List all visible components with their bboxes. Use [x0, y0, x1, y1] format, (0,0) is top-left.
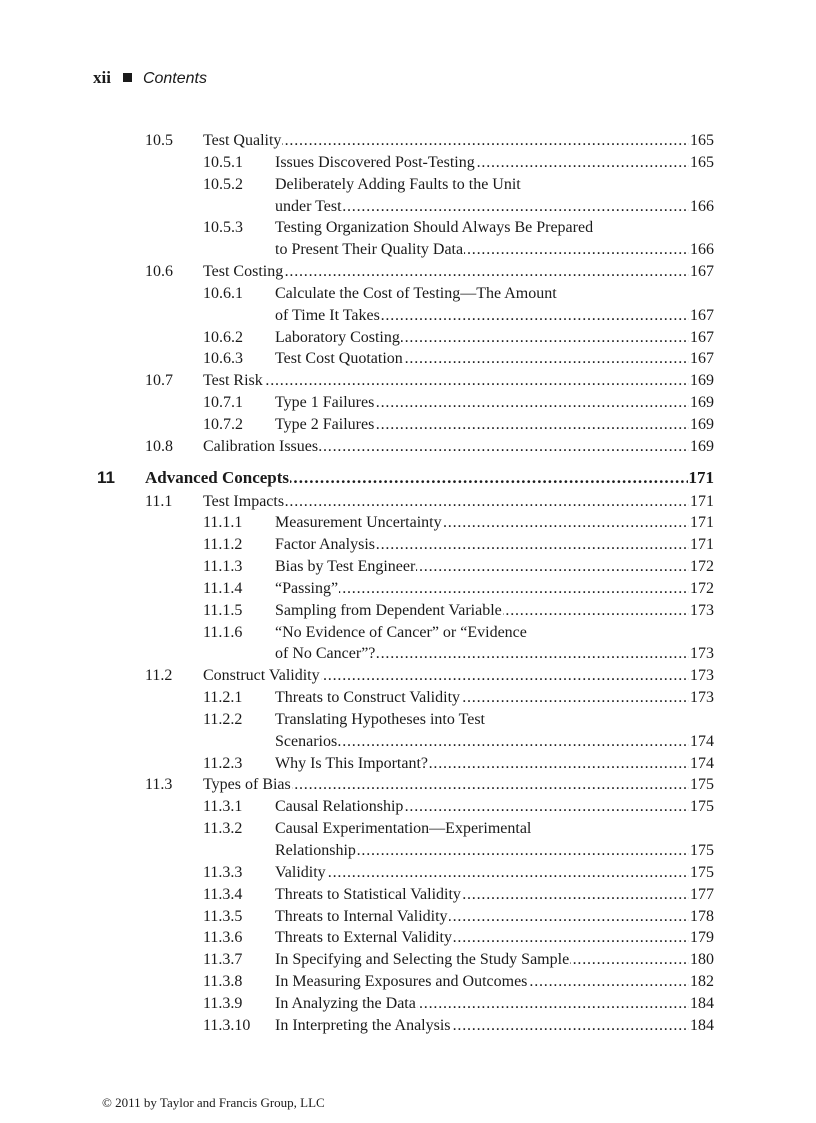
- toc-entry-number: 11.3.9: [203, 994, 243, 1012]
- toc-entry-page: 167: [689, 327, 714, 349]
- toc-entry: [0, 949, 816, 971]
- toc-entry: [0, 392, 816, 414]
- toc-entry-number: 11.1.2: [203, 536, 243, 554]
- toc-entry-page: 179: [689, 927, 714, 949]
- toc-entry-page: 173: [689, 600, 714, 622]
- dot-leader: [275, 862, 714, 884]
- toc-entry-title-block: [275, 196, 714, 218]
- toc-entry-number: 11.3.5: [203, 907, 243, 925]
- toc-entry: [0, 862, 816, 884]
- toc-entry-title: Threats to External Validity: [275, 929, 452, 947]
- toc-entry: [0, 840, 816, 862]
- toc-entry: [0, 283, 816, 305]
- toc-entry: [0, 971, 816, 993]
- toc-entry-title: Test Impacts: [203, 492, 285, 510]
- toc-entry-title-block: [275, 600, 714, 622]
- toc-entry-title-block: [275, 1015, 714, 1037]
- toc-entry-number: 11.3.10: [203, 1016, 251, 1034]
- toc-entry-title: Test Costing: [203, 263, 284, 281]
- toc-entry-title: Advanced Concepts: [145, 467, 290, 487]
- toc-entry-number: 11.1.1: [203, 514, 243, 532]
- toc-entry-title-block: [275, 927, 714, 949]
- toc-entry: [0, 687, 816, 709]
- toc-entry-page: 182: [689, 971, 714, 993]
- toc-entry: [0, 152, 816, 174]
- toc-entry-title-block: [275, 949, 714, 971]
- toc-entry-number: 10.6.3: [203, 350, 243, 368]
- toc-entry-page: 169: [689, 436, 714, 458]
- toc-entry-title-block: [275, 534, 714, 556]
- toc-entry-title: Sampling from Dependent Variable: [275, 601, 502, 619]
- toc-entry-page: 178: [689, 906, 714, 928]
- toc-entry-title-block: [275, 862, 714, 884]
- toc-entry: [0, 174, 816, 196]
- toc-entry-title: Calculate the Cost of Testing—The Amount: [275, 284, 557, 302]
- toc-entry-title-block: [275, 906, 714, 928]
- toc-entry: [0, 753, 816, 775]
- toc-entry-number: 11.1.3: [203, 558, 243, 576]
- toc-entry: [0, 643, 816, 665]
- toc-entry-title: Translating Hypotheses into Test: [275, 710, 485, 728]
- toc-entry-title-block: [275, 578, 714, 600]
- toc-entry-title: Measurement Uncertainty: [275, 514, 442, 532]
- toc-entry-title-block: [203, 261, 714, 283]
- toc-entry-page: 165: [689, 152, 714, 174]
- toc-entry-number: 11.3.7: [203, 951, 243, 969]
- toc-entry-number: 11.1.5: [203, 601, 243, 619]
- toc-entry-number: 10.8: [145, 437, 173, 455]
- toc-entry-title-block: [275, 818, 714, 840]
- toc-entry-number: 11.3.3: [203, 863, 243, 881]
- toc-entry: [0, 578, 816, 600]
- toc-entry: [0, 239, 816, 261]
- toc-entry-number: 11.3.8: [203, 973, 243, 991]
- table-of-contents: [0, 130, 816, 1037]
- toc-entry-title: Laboratory Costing: [275, 328, 400, 346]
- toc-entry-title: Types of Bias: [203, 776, 291, 794]
- toc-entry-title-block: [275, 512, 714, 534]
- toc-entry-number: 10.7: [145, 372, 173, 390]
- toc-entry-title-block: [203, 130, 714, 152]
- toc-entry-number: 11.3.4: [203, 885, 243, 903]
- toc-entry-title: “Passing”: [275, 579, 339, 597]
- toc-entry-title-block: [275, 796, 714, 818]
- toc-entry-title: Type 1 Failures: [275, 394, 375, 412]
- toc-entry-title-block: [275, 283, 714, 305]
- toc-entry-title: Why Is This Important?: [275, 754, 429, 772]
- toc-entry-title: Threats to Construct Validity: [275, 689, 461, 707]
- toc-entry-title-block: [275, 392, 714, 414]
- toc-entry: [0, 261, 816, 283]
- toc-entry: [0, 370, 816, 392]
- toc-entry-title: “No Evidence of Cancer” or “Evidence: [275, 623, 527, 641]
- toc-entry-title-block: [203, 491, 714, 513]
- toc-entry-title: Calibration Issues: [203, 437, 319, 455]
- toc-entry-title-block: [275, 731, 714, 753]
- toc-entry: [0, 774, 816, 796]
- toc-entry-number: 10.6.2: [203, 328, 243, 346]
- toc-entry-title: Test Quality: [203, 132, 282, 149]
- toc-entry-page: 175: [689, 774, 714, 796]
- toc-entry: [0, 884, 816, 906]
- square-bullet-icon: [123, 73, 132, 82]
- toc-entry-title-block: [275, 556, 714, 578]
- toc-entry-number: 11.2.2: [203, 710, 243, 728]
- toc-entry-title: Construct Validity: [203, 667, 320, 685]
- toc-entry-title: Testing Organization Should Always Be Prepared: [275, 219, 594, 237]
- toc-entry-title: Factor Analysis: [275, 536, 375, 554]
- toc-entry-number: 11.2.1: [203, 689, 243, 707]
- toc-entry-page: 173: [689, 665, 714, 687]
- toc-entry-number: 11.3.2: [203, 820, 243, 838]
- toc-entry: [0, 665, 816, 687]
- toc-entry-title-block: [275, 884, 714, 906]
- toc-entry-page: 171: [689, 534, 714, 556]
- toc-entry-page: 169: [689, 392, 714, 414]
- toc-entry-page: 184: [689, 993, 714, 1015]
- toc-entry: [0, 906, 816, 928]
- toc-entry-page: 165: [689, 130, 714, 152]
- toc-entry-number: 10.5.1: [203, 153, 243, 171]
- toc-entry: [0, 196, 816, 218]
- toc-entry-title-block: [275, 622, 714, 644]
- toc-entry-title: Bias by Test Engineer: [275, 558, 416, 576]
- toc-entry-title: Validity: [275, 863, 326, 881]
- toc-entry-title-block: [275, 753, 714, 775]
- toc-entry-title-block: [275, 152, 714, 174]
- toc-entry-title-block: [145, 467, 714, 489]
- toc-entry: [0, 327, 816, 349]
- toc-entry-title: Test Cost Quotation: [275, 350, 403, 368]
- toc-entry-title: Scenarios: [275, 732, 338, 750]
- toc-entry-title: Relationship: [275, 842, 356, 859]
- toc-entry-title: In Measuring Exposures and Outcomes: [275, 973, 528, 991]
- toc-entry-title-block: [275, 643, 714, 665]
- toc-entry-title-block: [275, 971, 714, 993]
- toc-entry: [0, 796, 816, 818]
- toc-entry-page: 174: [689, 753, 714, 775]
- toc-entry-page: 166: [689, 196, 714, 218]
- toc-entry-number: 10.6.1: [203, 284, 243, 302]
- toc-entry: [0, 600, 816, 622]
- toc-entry-page: 180: [689, 949, 714, 971]
- toc-entry-title-block: [275, 414, 714, 436]
- toc-entry: [0, 709, 816, 731]
- copyright-footer: © 2011 by Taylor and Francis Group, LLC: [102, 1095, 325, 1110]
- running-title: Contents: [142, 70, 207, 87]
- toc-entry: [0, 130, 816, 152]
- toc-entry: [0, 927, 816, 949]
- toc-entry-page: 169: [689, 414, 714, 436]
- toc-entry-title: to Present Their Quality Data: [275, 241, 464, 259]
- toc-entry-page: 175: [689, 862, 714, 884]
- toc-entry-number: 11.2: [145, 667, 173, 685]
- toc-entry-page: 175: [689, 840, 714, 862]
- toc-entry: [0, 993, 816, 1015]
- toc-entry-title-block: [275, 840, 714, 862]
- toc-entry-title-block: [275, 239, 714, 261]
- dot-leader: [203, 370, 714, 392]
- toc-entry: [0, 622, 816, 644]
- toc-entry: [0, 414, 816, 436]
- toc-entry-title: under Test: [275, 197, 342, 215]
- toc-entry-title-block: [275, 305, 714, 327]
- toc-entry-number: 11.1: [145, 492, 173, 510]
- toc-entry-page: 173: [689, 687, 714, 709]
- toc-entry-title-block: [275, 174, 714, 196]
- toc-entry: [0, 512, 816, 534]
- toc-entry-number: 11: [97, 467, 115, 487]
- toc-entry: [0, 1015, 816, 1037]
- toc-entry-title-block: [203, 665, 714, 687]
- toc-entry-number: 10.6: [145, 263, 173, 281]
- toc-entry-title-block: [275, 348, 714, 370]
- running-header: [93, 68, 207, 88]
- toc-entry-page: 171: [688, 467, 714, 487]
- toc-entry-number: 10.7.1: [203, 394, 243, 412]
- toc-entry-number: 11.2.3: [203, 754, 243, 772]
- toc-chapter-entry: [0, 467, 816, 489]
- toc-entry-title-block: [275, 993, 714, 1015]
- toc-entry: [0, 491, 816, 513]
- toc-entry: [0, 534, 816, 556]
- toc-entry-title: Threats to Internal Validity: [275, 907, 448, 925]
- toc-entry-title: Causal Experimentation—Experimental: [275, 820, 532, 838]
- toc-entry-title: In Specifying and Selecting the Study Sample: [275, 951, 570, 969]
- toc-entry-title-block: [275, 217, 714, 239]
- toc-entry-title: Type 2 Failures: [275, 415, 375, 433]
- toc-entry-page: 167: [689, 261, 714, 283]
- toc-entry-page: 172: [689, 578, 714, 600]
- toc-entry-title: Test Risk: [203, 372, 263, 390]
- toc-entry-number: 10.5.3: [203, 219, 243, 237]
- toc-entry-title: of No Cancer”?: [275, 645, 376, 663]
- toc-entry: [0, 217, 816, 239]
- toc-entry-title: Deliberately Adding Faults to the Unit: [275, 175, 521, 193]
- toc-entry: [0, 556, 816, 578]
- toc-entry-title: of Time It Takes: [275, 306, 380, 324]
- toc-entry-number: 10.7.2: [203, 415, 243, 433]
- toc-entry-number: 11.3.1: [203, 798, 243, 816]
- toc-entry-number: 10.5: [145, 132, 173, 149]
- toc-entry-title-block: [275, 687, 714, 709]
- toc-entry-page: 172: [689, 556, 714, 578]
- toc-entry-page: 169: [689, 370, 714, 392]
- toc-entry-title-block: [203, 436, 714, 458]
- page-number: xii: [93, 68, 111, 87]
- toc-entry-title-block: [275, 327, 714, 349]
- toc-entry-page: 167: [689, 348, 714, 370]
- toc-entry: [0, 731, 816, 753]
- toc-entry-title-block: [275, 709, 714, 731]
- toc-entry: [0, 348, 816, 370]
- toc-entry-page: 171: [689, 512, 714, 534]
- toc-entry-page: 171: [689, 491, 714, 513]
- toc-entry-number: 11.3: [145, 776, 173, 794]
- toc-entry-page: 167: [689, 305, 714, 327]
- toc-entry-number: 11.1.6: [203, 623, 243, 641]
- toc-entry-page: 174: [689, 731, 714, 753]
- toc-entry: [0, 305, 816, 327]
- toc-entry-page: 173: [689, 643, 714, 665]
- toc-entry-title-block: [203, 774, 714, 796]
- toc-entry-number: 10.5.2: [203, 175, 243, 193]
- toc-entry-page: 166: [689, 239, 714, 261]
- toc-entry-title: Causal Relationship: [275, 798, 404, 816]
- toc-entry-title: In Interpreting the Analysis: [275, 1016, 451, 1034]
- toc-entry-title: Issues Discovered Post-Testing: [275, 153, 475, 171]
- toc-entry-title: In Analyzing the Data: [275, 994, 416, 1012]
- toc-entry: [0, 436, 816, 458]
- toc-entry-page: 184: [689, 1015, 714, 1037]
- dot-leader: [275, 731, 714, 753]
- toc-entry-title-block: [203, 370, 714, 392]
- toc-entry-page: 175: [689, 796, 714, 818]
- dot-leader: [275, 578, 714, 600]
- toc-entry-page: 177: [689, 884, 714, 906]
- toc-entry: [0, 818, 816, 840]
- toc-entry-title: Threats to Statistical Validity: [275, 885, 461, 903]
- toc-entry-number: 11.3.6: [203, 929, 243, 947]
- toc-entry-number: 11.1.4: [203, 579, 243, 597]
